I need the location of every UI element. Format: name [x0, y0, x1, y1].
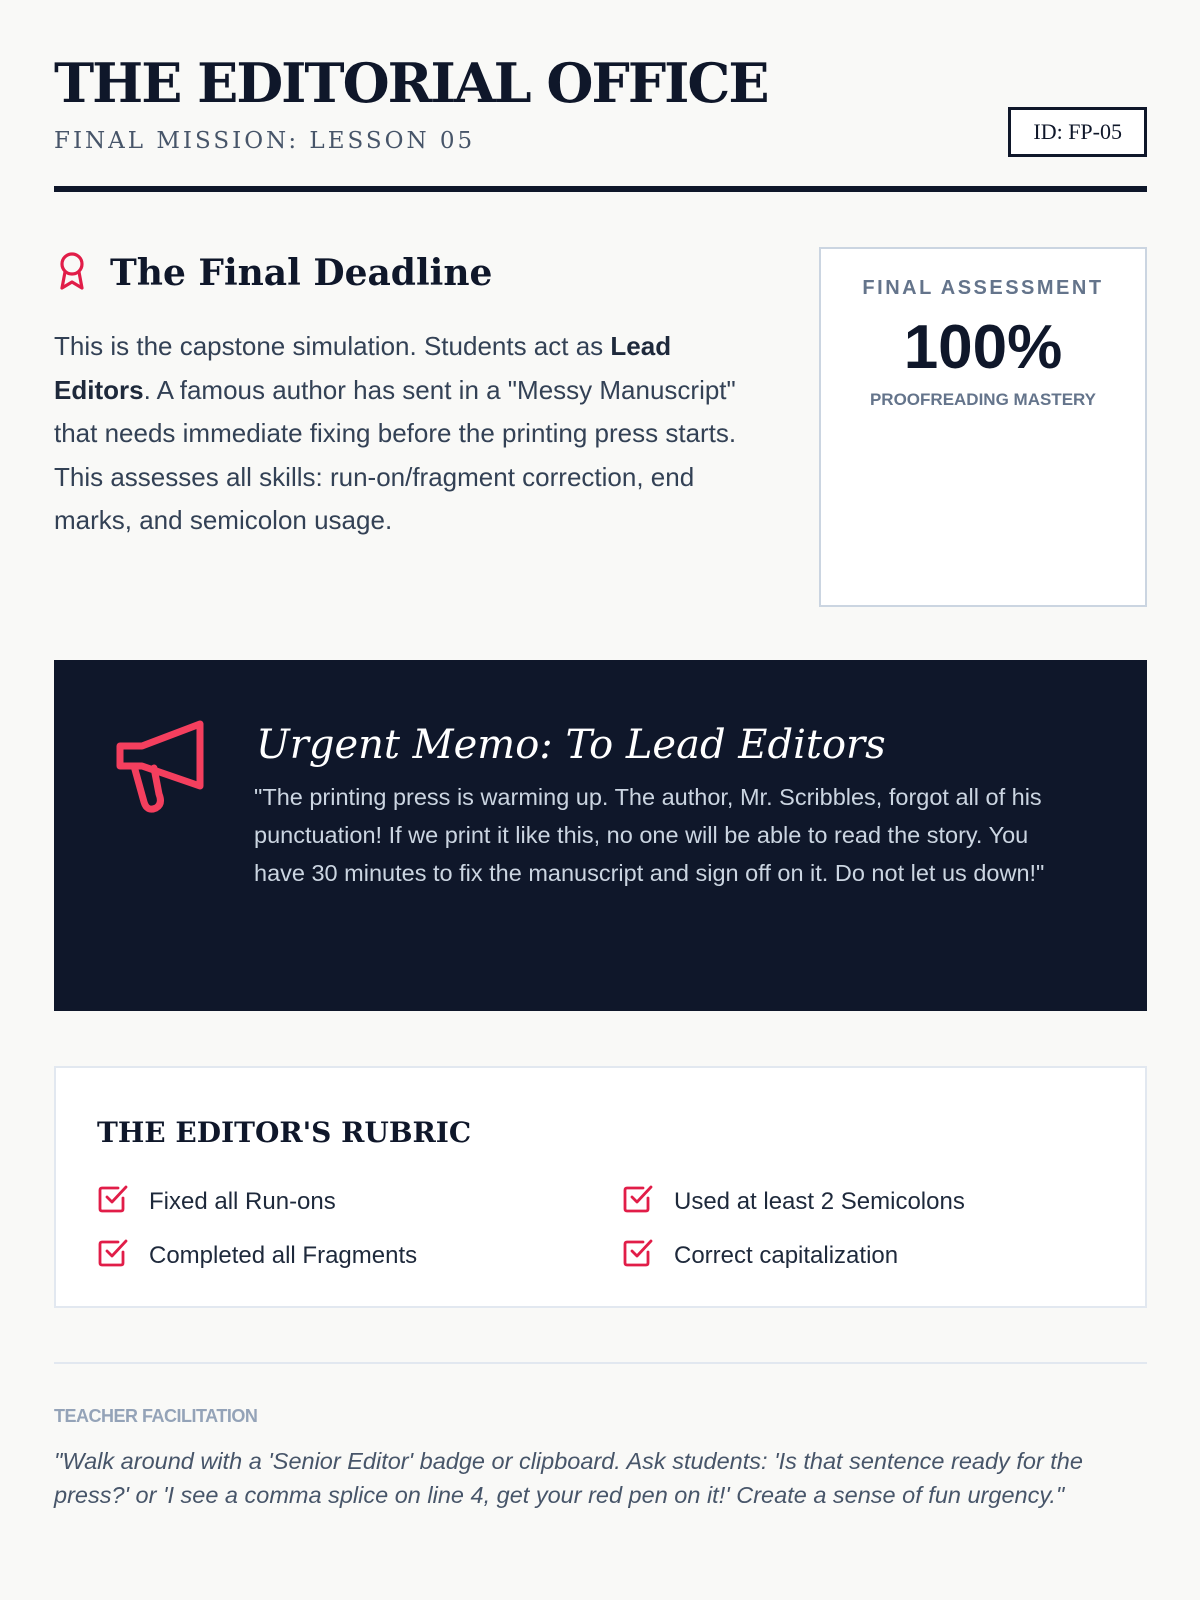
checkbox-checked-icon [97, 1236, 129, 1275]
intro-content [54, 247, 754, 543]
editor-rubric [54, 1066, 1147, 1308]
intro-heading: The Final Deadline [110, 252, 493, 294]
rubric-title: THE EDITOR'S RUBRIC [97, 1116, 472, 1149]
assessment-caption: PROOFREADING MASTERY [869, 390, 1097, 410]
page [54, 0, 1147, 1508]
intro-text-part: . A famous author has sent in a "Messy Manuscript" that needs immediate fixing before the printing press starts. This assesses all skills: run-on/fragment correction, end marks, and semicolon usage. [54, 374, 737, 535]
assessment-value: 100% [903, 313, 1063, 382]
checkbox-checked-icon [622, 1182, 654, 1221]
rubric-item-label: Correct capitalization [674, 1241, 899, 1269]
intro-heading-row [54, 247, 754, 299]
rubric-item-label: Used at least 2 Semicolons [674, 1187, 965, 1215]
memo-title: Urgent Memo: To Lead Editors [256, 722, 886, 768]
rubric-item [622, 1236, 898, 1275]
rubric-item-label: Completed all Fragments [149, 1241, 418, 1269]
award-ribbon-icon [54, 251, 90, 296]
memo-body: "The printing press is warming up. The author, Mr. Scribbles, forgot all of his punctuation! If we print it like this, no one will be able to read the story. You have 30 minutes to fix the manuscript and sign off on it. Do not let us down!" [254, 784, 1045, 886]
megaphone-icon [114, 720, 208, 821]
urgent-memo [54, 660, 1147, 1011]
intro-text-bold: Lead Editors [54, 331, 672, 405]
intro-text-part: This is the capstone simulation. Students act as [54, 331, 611, 361]
checkbox-checked-icon [97, 1182, 129, 1221]
section-divider [54, 1362, 1147, 1364]
intro-section [54, 247, 1147, 607]
facilitation-note: "Walk around with a 'Senior Editor' badge or clipboard. Ask students: 'Is that sentence ready for the press?' or 'I see a comma splice on line 4, get your red pen on it!' Create a sense of fun urgency." [54, 1448, 1083, 1508]
id-badge: ID: FP-05 [1008, 107, 1147, 157]
rubric-item [97, 1182, 336, 1221]
checkbox-checked-icon [622, 1236, 654, 1275]
facilitation-label: TEACHER FACILITATION [54, 1406, 258, 1426]
rubric-item-label: Fixed all Run-ons [149, 1187, 336, 1215]
intro-description [54, 325, 754, 543]
rubric-item [97, 1236, 417, 1275]
page-header [54, 0, 1147, 192]
page-title: THE EDITORIAL OFFICE [54, 51, 768, 115]
assessment-card [819, 247, 1147, 607]
assessment-label: FINAL ASSESSMENT [862, 277, 1104, 299]
lesson-subtitle: FINAL MISSION: LESSON 05 [54, 128, 476, 154]
rubric-item [622, 1182, 965, 1221]
